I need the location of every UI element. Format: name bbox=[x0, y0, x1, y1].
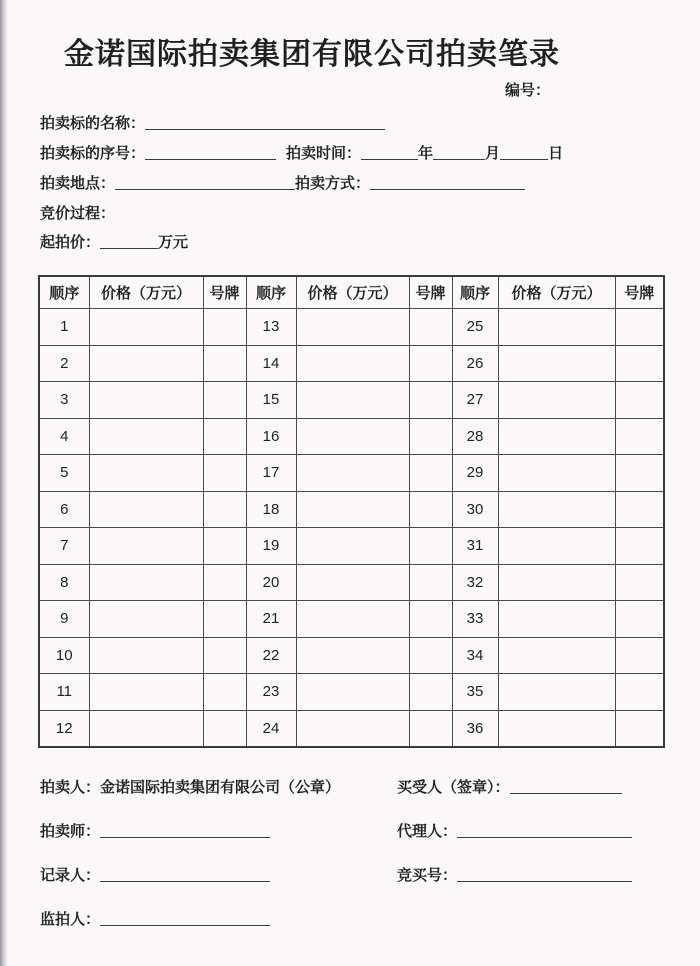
price-cell bbox=[498, 455, 615, 492]
plate-cell bbox=[615, 382, 664, 419]
plate-cell bbox=[409, 601, 452, 638]
col-header-plate-3: 号牌 bbox=[615, 276, 664, 309]
plate-cell bbox=[409, 528, 452, 565]
plate-cell bbox=[409, 382, 452, 419]
sequence-cell: 17 bbox=[246, 455, 296, 492]
table-header-row bbox=[39, 276, 664, 309]
sequence-cell: 36 bbox=[452, 710, 498, 747]
plate-cell bbox=[615, 491, 664, 528]
supervisor-line bbox=[100, 911, 270, 926]
price-cell bbox=[89, 491, 203, 528]
plate-cell bbox=[615, 637, 664, 674]
price-cell bbox=[498, 382, 615, 419]
table-row bbox=[39, 637, 664, 674]
target-name-line bbox=[145, 115, 385, 130]
col-header-plate-1: 号牌 bbox=[203, 276, 246, 309]
col-header-sequence-3: 顺序 bbox=[452, 276, 498, 309]
plate-cell bbox=[409, 345, 452, 382]
col-header-sequence-1: 顺序 bbox=[39, 276, 89, 309]
plate-cell bbox=[615, 345, 664, 382]
col-header-sequence-2: 顺序 bbox=[246, 276, 296, 309]
price-cell bbox=[296, 528, 409, 565]
bidder-number-row bbox=[397, 864, 632, 885]
col-header-price-1: 价格（万元） bbox=[89, 276, 203, 309]
price-cell bbox=[89, 455, 203, 492]
price-cell bbox=[296, 637, 409, 674]
price-cell bbox=[296, 309, 409, 346]
auction-master-row bbox=[40, 820, 270, 841]
plate-cell bbox=[615, 528, 664, 565]
location-label: 拍卖地点： bbox=[40, 175, 116, 192]
location-row bbox=[40, 172, 525, 193]
plate-cell bbox=[409, 637, 452, 674]
plate-cell bbox=[615, 418, 664, 455]
price-cell bbox=[296, 601, 409, 638]
document-number-label: 编号： bbox=[505, 82, 551, 99]
plate-cell bbox=[203, 382, 246, 419]
sequence-cell: 14 bbox=[246, 345, 296, 382]
price-cell bbox=[498, 418, 615, 455]
sequence-cell: 4 bbox=[39, 418, 89, 455]
table-row bbox=[39, 564, 664, 601]
price-cell bbox=[296, 674, 409, 711]
price-cell bbox=[89, 710, 203, 747]
sequence-cell: 2 bbox=[39, 345, 89, 382]
bidder-number-line bbox=[457, 867, 632, 882]
target-name-label: 拍卖标的名称： bbox=[40, 115, 146, 132]
day-suffix: 日 bbox=[548, 145, 564, 162]
location-line bbox=[115, 175, 295, 190]
col-header-price-2: 价格（万元） bbox=[296, 276, 409, 309]
price-cell bbox=[296, 418, 409, 455]
auction-master-label: 拍卖师： bbox=[40, 823, 101, 840]
table-header bbox=[39, 276, 664, 309]
sequence-cell: 25 bbox=[452, 309, 498, 346]
sequence-cell: 11 bbox=[39, 674, 89, 711]
target-serial-row bbox=[40, 142, 563, 163]
auction-time-label: 拍卖时间： bbox=[286, 145, 362, 162]
price-cell bbox=[296, 455, 409, 492]
price-cell bbox=[89, 601, 203, 638]
sequence-cell: 12 bbox=[39, 710, 89, 747]
sequence-cell: 31 bbox=[452, 528, 498, 565]
page-title: 金诺国际拍卖集团有限公司拍卖笔录 bbox=[64, 38, 560, 71]
start-price-row bbox=[40, 231, 188, 252]
year-line bbox=[361, 145, 418, 160]
bidding-process-row bbox=[40, 202, 115, 223]
sequence-cell: 28 bbox=[452, 418, 498, 455]
target-serial-label: 拍卖标的序号： bbox=[40, 145, 146, 162]
buyer-row bbox=[397, 776, 622, 797]
table-row bbox=[39, 382, 664, 419]
price-cell bbox=[498, 674, 615, 711]
year-suffix: 年 bbox=[418, 145, 434, 162]
price-cell bbox=[498, 528, 615, 565]
plate-cell bbox=[615, 710, 664, 747]
scan-left-edge-artifact bbox=[0, 0, 8, 966]
target-name-row bbox=[40, 112, 385, 133]
table-row bbox=[39, 491, 664, 528]
plate-cell bbox=[409, 455, 452, 492]
sequence-cell: 22 bbox=[246, 637, 296, 674]
plate-cell bbox=[409, 309, 452, 346]
price-cell bbox=[89, 345, 203, 382]
plate-cell bbox=[615, 455, 664, 492]
table-row bbox=[39, 455, 664, 492]
month-line bbox=[433, 145, 485, 160]
plate-cell bbox=[203, 564, 246, 601]
plate-cell bbox=[615, 564, 664, 601]
sequence-cell: 15 bbox=[246, 382, 296, 419]
month-suffix: 月 bbox=[485, 145, 501, 162]
price-cell bbox=[498, 309, 615, 346]
agent-line bbox=[457, 823, 632, 838]
table-row bbox=[39, 674, 664, 711]
start-price-label: 起拍价： bbox=[40, 234, 101, 251]
sequence-cell: 26 bbox=[452, 345, 498, 382]
price-cell bbox=[498, 637, 615, 674]
table-row bbox=[39, 309, 664, 346]
sequence-cell: 18 bbox=[246, 491, 296, 528]
sequence-cell: 21 bbox=[246, 601, 296, 638]
plate-cell bbox=[203, 601, 246, 638]
plate-cell bbox=[409, 710, 452, 747]
recorder-line bbox=[100, 867, 270, 882]
col-header-price-3: 价格（万元） bbox=[498, 276, 615, 309]
price-cell bbox=[296, 710, 409, 747]
supervisor-label: 监拍人： bbox=[40, 911, 101, 928]
sequence-cell: 1 bbox=[39, 309, 89, 346]
sequence-cell: 20 bbox=[246, 564, 296, 601]
day-line bbox=[500, 145, 548, 160]
plate-cell bbox=[203, 674, 246, 711]
price-cell bbox=[89, 637, 203, 674]
table-row bbox=[39, 345, 664, 382]
auctioneer-row bbox=[40, 776, 340, 797]
sequence-cell: 32 bbox=[452, 564, 498, 601]
agent-label: 代理人： bbox=[397, 823, 458, 840]
plate-cell bbox=[615, 674, 664, 711]
auction-master-line bbox=[100, 823, 270, 838]
sequence-cell: 16 bbox=[246, 418, 296, 455]
bidding-process-label: 竞价过程： bbox=[40, 205, 116, 222]
sequence-cell: 10 bbox=[39, 637, 89, 674]
sequence-cell: 23 bbox=[246, 674, 296, 711]
method-label: 拍卖方式： bbox=[295, 175, 371, 192]
sequence-cell: 19 bbox=[246, 528, 296, 565]
price-cell bbox=[498, 601, 615, 638]
plate-cell bbox=[203, 528, 246, 565]
plate-cell bbox=[203, 637, 246, 674]
buyer-label: 买受人（签章）： bbox=[397, 779, 510, 796]
plate-cell bbox=[615, 309, 664, 346]
sequence-cell: 29 bbox=[452, 455, 498, 492]
price-cell bbox=[296, 491, 409, 528]
plate-cell bbox=[409, 564, 452, 601]
table-row bbox=[39, 528, 664, 565]
price-cell bbox=[498, 345, 615, 382]
sequence-cell: 9 bbox=[39, 601, 89, 638]
price-cell bbox=[89, 674, 203, 711]
plate-cell bbox=[203, 710, 246, 747]
price-cell bbox=[296, 564, 409, 601]
plate-cell bbox=[203, 309, 246, 346]
sequence-cell: 3 bbox=[39, 382, 89, 419]
plate-cell bbox=[409, 418, 452, 455]
plate-cell bbox=[615, 601, 664, 638]
plate-cell bbox=[409, 491, 452, 528]
auctioneer-value: 金诺国际拍卖集团有限公司（公章） bbox=[100, 779, 341, 796]
price-cell bbox=[89, 564, 203, 601]
sequence-cell: 35 bbox=[452, 674, 498, 711]
table-body bbox=[39, 309, 664, 748]
agent-row bbox=[397, 820, 632, 841]
auctioneer-label: 拍卖人： bbox=[40, 779, 101, 796]
col-header-plate-2: 号牌 bbox=[409, 276, 452, 309]
recorder-row bbox=[40, 864, 270, 885]
sequence-cell: 30 bbox=[452, 491, 498, 528]
price-cell bbox=[89, 528, 203, 565]
sequence-cell: 24 bbox=[246, 710, 296, 747]
price-cell bbox=[498, 491, 615, 528]
sequence-cell: 7 bbox=[39, 528, 89, 565]
target-serial-line bbox=[145, 145, 276, 160]
bidder-number-label: 竞买号： bbox=[397, 867, 458, 884]
bidding-record-table bbox=[38, 275, 665, 748]
plate-cell bbox=[203, 418, 246, 455]
supervisor-row bbox=[40, 908, 270, 929]
table-row bbox=[39, 418, 664, 455]
sequence-cell: 6 bbox=[39, 491, 89, 528]
price-cell bbox=[498, 710, 615, 747]
start-price-line bbox=[100, 234, 158, 249]
buyer-line bbox=[510, 779, 622, 794]
price-cell bbox=[296, 382, 409, 419]
price-cell bbox=[89, 382, 203, 419]
price-unit-label: 万元 bbox=[158, 234, 189, 251]
sequence-cell: 34 bbox=[452, 637, 498, 674]
price-cell bbox=[498, 564, 615, 601]
sequence-cell: 13 bbox=[246, 309, 296, 346]
method-line bbox=[370, 175, 525, 190]
price-cell bbox=[89, 418, 203, 455]
sequence-cell: 33 bbox=[452, 601, 498, 638]
plate-cell bbox=[409, 674, 452, 711]
price-cell bbox=[296, 345, 409, 382]
price-cell bbox=[89, 309, 203, 346]
table-row bbox=[39, 601, 664, 638]
recorder-label: 记录人： bbox=[40, 867, 101, 884]
plate-cell bbox=[203, 455, 246, 492]
plate-cell bbox=[203, 345, 246, 382]
table-row bbox=[39, 710, 664, 747]
plate-cell bbox=[203, 491, 246, 528]
sequence-cell: 27 bbox=[452, 382, 498, 419]
sequence-cell: 5 bbox=[39, 455, 89, 492]
sequence-cell: 8 bbox=[39, 564, 89, 601]
